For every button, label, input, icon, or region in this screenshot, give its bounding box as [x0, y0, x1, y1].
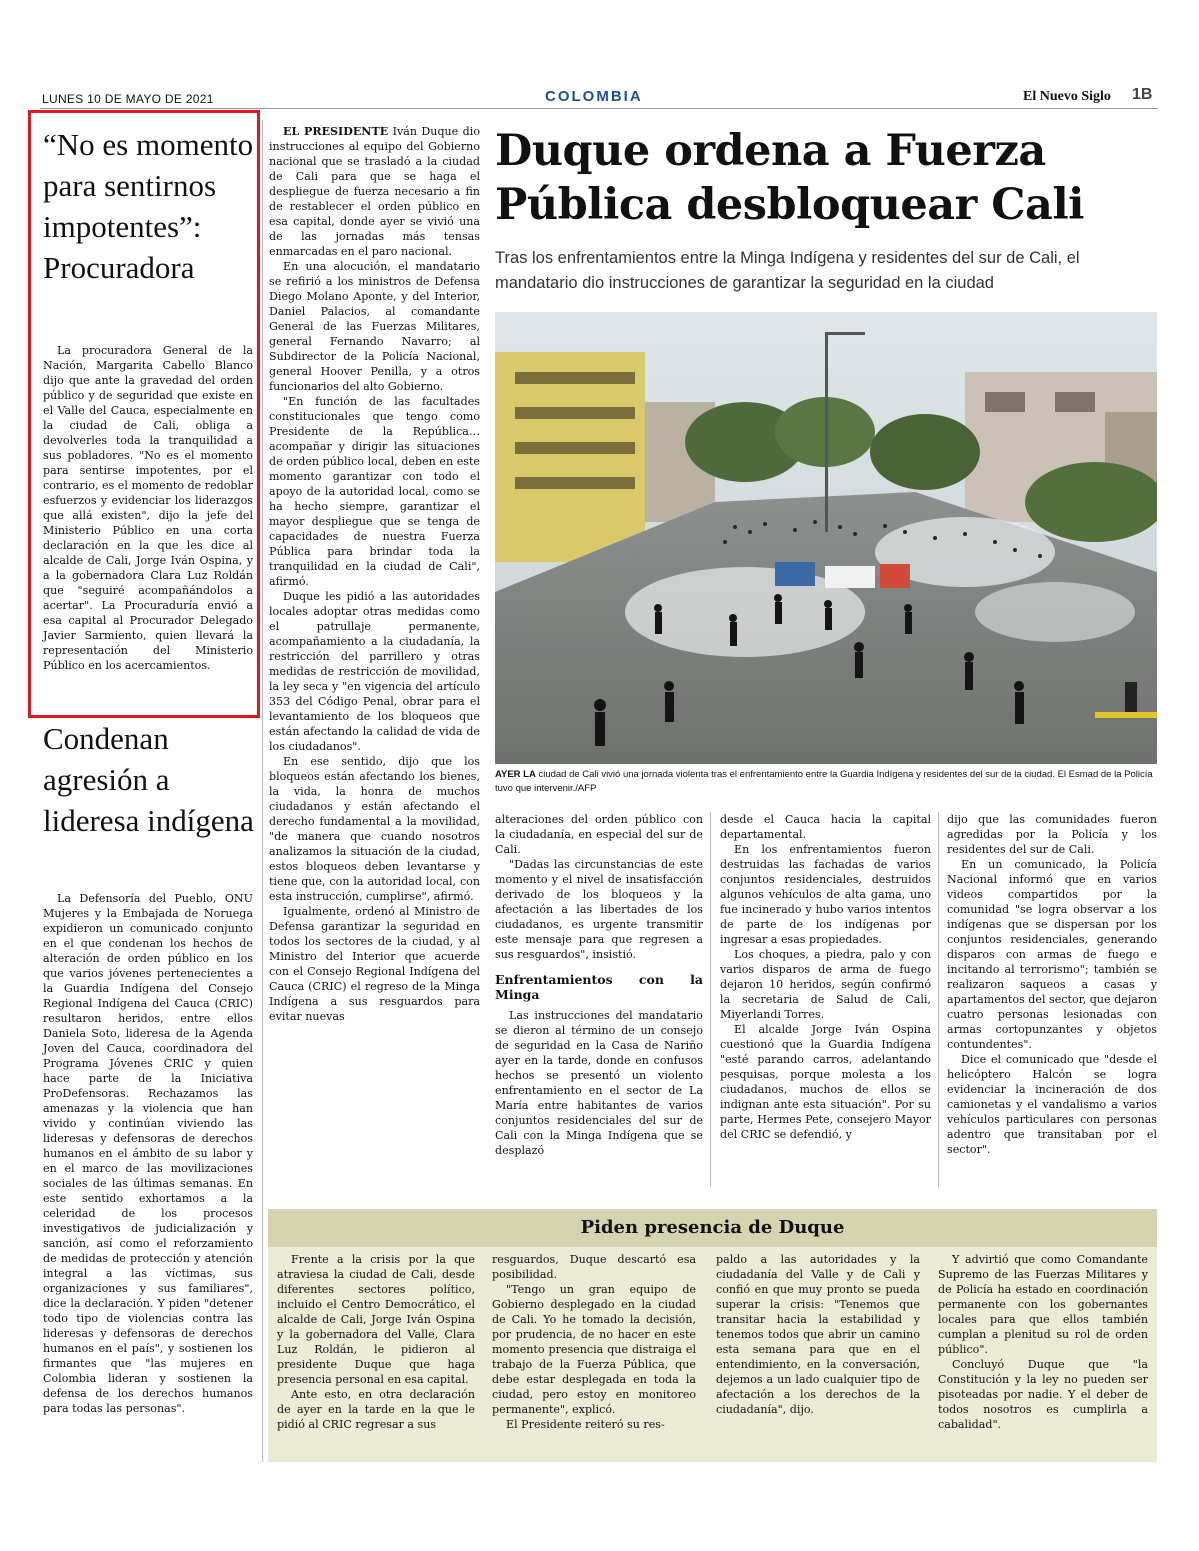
box-paragraph: Concluyó Duque que "la Constitución y la ley no pueden ser pisoteadas por nadie. Y el deber de todos nosotros es cumplirla a cabalidad". [938, 1358, 1148, 1431]
box-paragraph: El Presidente reiteró su res- [506, 1418, 665, 1431]
article-paragraph: "En función de las facultades constitucionales que tengo como Presidente de la República… acompañar y dirigir las situaciones de orden público local, deben en este momento garantizar con todo el apoyo de la autoridad local, como se ha hecho siempre, garantizar el mayor despliegue que se tenga de capacidades de nuestra Fuerza Pública para brindar toda la tranquilidad en la ciudad de Cali", afirmó. [269, 395, 480, 588]
article-paragraph: En un comunicado, la Policía Nacional informó que en varios videos compartidos por la comunidad "se logra observar a los indígenas que se dispersan por los conjuntos residenciales, generando disparos con armas de fuego e incitando al terrorismo"; también se realizaron saqueos a casas y apartamentos del sector, que dejaron cuatro personas lesionadas con armas cortopunzantes y objetos contundentes". [947, 858, 1157, 1051]
article-paragraph: Los choques, a piedra, palo y con varios disparos de arma de fuego dejaron 10 heridos, según confirmó la secretaria de Salud de Cali, Miyerlandi Torres. [720, 948, 931, 1021]
box-column-2 [492, 1252, 696, 1432]
issue-date: LUNES 10 DE MAYO DE 2021 [42, 92, 214, 106]
box-column-1 [277, 1252, 475, 1432]
box-paragraph: Y advirtió que como Comandante Supremo de las Fuerzas Militares y de Policía ha estado en coordinación permanente con los gobernantes locales para que ellos también cumplan a plenitud su rol de orden público". [938, 1253, 1148, 1356]
caption-lead-in: AYER LA [495, 769, 536, 780]
article-lead-in: EL PRESIDENTE [283, 125, 389, 138]
newspaper-name: El Nuevo Siglo [1023, 89, 1111, 104]
article-paragraph: alteraciones del orden público con la ciudadanía, en especial del sur de Cali. [495, 813, 703, 856]
article-paragraph: dijo que las comunidades fueron agredidas por la Policía y los residentes del sur de Cali. [947, 813, 1157, 856]
section-name: COLOMBIA [545, 88, 643, 105]
article-subheading: Enfrentamientos con la Minga [495, 972, 703, 1002]
main-headline: Duque ordena a Fuerza Pública desbloquear Cali [495, 126, 1084, 230]
column-rule [710, 812, 711, 1187]
caption-text: ciudad de Cali vivió una jornada violenta tras el enfrentamiento entre la Guardia Indígena y residentes del sur de la ciudad. El Esmad de la Policía tuvo que intervenir./AFP [495, 769, 1153, 794]
article-paragraph: En los enfrentamientos fueron destruidas las fachadas de varios conjuntos residenciales, destruidos algunos vehículos de alta gama, uno fue incinerado y hubo varios intentos de parte de los indígenas por ingresar a esas propiedades. [720, 843, 931, 946]
lideresa-body [43, 891, 253, 1416]
box-paragraph: paldo a las autoridades y la ciudadanía del Valle y de Cali y confió en que muy pronto se pueda superar la crisis: "Tenemos que transitar hacia la estabilidad y tenemos todos que abrir un camino esta semana para que en el entendimiento, en la conversación, dejemos a un lado cualquier tipo de afectación a los derechos de la ciudadanía", dijo. [716, 1253, 920, 1416]
box-paragraph: resguardos, Duque descartó esa posibilidad. [492, 1253, 696, 1281]
page-number: 1B [1132, 86, 1153, 103]
article-column-4 [947, 812, 1157, 1157]
main-subheadline: Tras los enfrentamientos entre la Minga Indígena y residentes del sur de Cali, el mandatario dio instrucciones de garantizar la seguridad en la ciudad [495, 249, 1080, 292]
box-column-4 [938, 1252, 1148, 1432]
header-rule [40, 108, 1158, 109]
procuradora-paragraph: La procuradora General de la Nación, Margarita Cabello Blanco dijo que ante la gravedad del orden público y de seguridad que existe en el Valle del Cauca, especialmente en la ciudad de Cali, obliga a devolverles toda la tranquilidad a sus pobladores. "No es el momento para sentirse impotentes, por el contrario, es el momento de redoblar esfuerzos y evidenciar los liderazgos que allá existen", dijo la jefe del Ministerio Público en una corta declaración en la que les dice al alcalde de Cali, Jorge Iván Ospina, y a la gobernadora Clara Luz Roldán que "seguiré acompañándolos a acertar". La Procuraduría envió a esa capital al Procurador Delegado Javier Sarmiento, quien llevará la representación del Ministerio Público en los acercamientos. [43, 344, 253, 672]
box-paragraph: "Tengo un gran equipo de Gobierno desplegado en la ciudad de Cali. Yo he tomado la decisión, por prudencia, de no hacer en este momento presencia que distraiga el trabajo de la Fuerza Pública, que debe estar desplegada en toda la ciudad, pero estoy en monitoreo permanente", explicó. [492, 1283, 696, 1416]
box-paragraph: Frente a la crisis por la que atraviesa la ciudad de Cali, desde diferentes sectores político, incluido el Centro Democrático, el alcalde de Cali, Jorge Iván Ospina y la gobernadora del Valle, Clara Luz Roldán, le pidieron al presidente Duque que haga presencia personal en esa capital. [277, 1253, 475, 1386]
box-paragraph: Ante esto, en otra declaración de ayer en la tarde en la que le pidió al CRIC regresar a sus [277, 1388, 475, 1431]
article-column-3 [720, 812, 931, 1142]
article-paragraph: Iván Duque dio instrucciones al equipo del Gobierno nacional que se trasladó a la ciudad de Cali para que se haga el despliegue de fuerza necesario a fin de restablecer el orden público en esa capital, donde ayer se vivió una de las jornadas más tensas enmarcadas en el paro nacional. [269, 125, 480, 258]
article-paragraph: Las instrucciones del mandatario se dieron al término de un consejo de seguridad en la Casa de Nariño ayer en la tarde, donde en confusos hechos se presentó un violento enfrentamiento en el sector de La María entre habitantes de varios conjuntos residenciales del sur de Cali con la Minga Indígena que se desplazó [495, 1009, 703, 1157]
lideresa-headline: Condenan agresión a lideresa indígena [43, 721, 254, 838]
article-paragraph: El alcalde Jorge Iván Ospina cuestionó que la Guardia Indígena "esté parando carros, adelantando pesquisas, porque molesta a los ciudadanos, muchos de ellos se indignan ante esta situación". Por su parte, Hermes Pete, consejero Mayor del CRIC se defendió, y [720, 1023, 931, 1141]
article-column-2 [495, 812, 703, 1158]
article-paragraph: Igualmente, ordenó al Ministro de Defensa garantizar la seguridad en todos los sectores de la ciudad, y al Ministro del Interior que acuerde con el Consejo Regional Indígena del Cauca (CRIC) el regreso de la Minga Indígena a sus resguardos para evitar nuevas [269, 905, 480, 1023]
article-paragraph: En una alocución, el mandatario se refirió a los ministros de Defensa Diego Molano Aponte, y del Interior, Daniel Palacios, al comandante General de las Fuerzas Militares, general Fernando Navarro; al Subdirector de la Policía Nacional, general Hoover Penilla, y a otros funcionarios del alto Gobierno. [269, 260, 480, 393]
lideresa-paragraph: La Defensoría del Pueblo, ONU Mujeres y la Embajada de Noruega expidieron un comunicado conjunto en el que condenan los hechos de alteración de orden público en los que varios jóvenes pertenecientes a la Guardia Indígena del Consejo Regional Indígena del Cauca (CRIC) resultaron heridos, entre ellos Daniela Soto, lideresa de la Agenda Joven del Cauca, coordinadora del Programa Jóvenes CRIC y quien hace parte de la Iniciativa ProDefensoras. Rechazamos las amenazas y la violencia que han vivido y continúan viviendo las lideresas y defensoras de derechos humanos en el ámbito de su labor y en el marco de las movilizaciones sociales de las últimas semanas. En este sentido exhortamos a la celeridad de los procesos investigativos de judicialización y sanción, así como el reforzamiento de medidas de protección y atención integral a las víctimas, sus organizaciones y sus familiares", dice la declaración. Y piden "detener todo tipo de violencias contra las lideresas y defensoras de derechos humanos en el país", y sostienen los firmantes que "las mujeres en Colombia lideran y sostienen la defensa de los derechos humanos para todas las personas". [43, 892, 253, 1415]
article-paragraph: En ese sentido, dijo que los bloqueos están afectando los bienes, la vida, la honra de muchos ciudadanos y están afectando el derecho fundamental a la movilidad, "de manera que cuando nosotros analizamos la situación de la ciudad, estos bloqueos deben levantarse y tiene que, con la autoridad local, con esta instrucción, cumplirse", afirmó. [269, 755, 480, 903]
procuradora-headline: “No es momento para sentirnos impotentes”: Procuradora [43, 127, 254, 285]
sidebar-box-title: Piden presencia de Duque [268, 1209, 1157, 1247]
article-paragraph: desde el Cauca hacia la capital departamental. [720, 813, 931, 841]
article-paragraph: Duque les pidió a las autoridades locales adoptar otras medidas como el patrullaje permanente, acompañamiento a la ciudadanía, la restricción del parrillero y otras medidas de restricción de movilidad, la ley seca y "en vigencia del artículo 353 del Código Penal, obrar para el levantamiento de los bloqueos que están afectando la calidad de vida de los ciudadanos". [269, 590, 480, 753]
box-column-3 [716, 1252, 920, 1417]
photo-caption [495, 768, 1157, 796]
column-rule [938, 812, 939, 1187]
procuradora-body [43, 343, 253, 673]
column-rule [262, 120, 263, 1462]
article-paragraph: "Dadas las circunstancias de este momento y el nivel de insatisfacción derivado de los bloqueos y la afectación a las libertades de los ciudadanos, es urgente transmitir este mensaje para que regresen a sus resguardos", insistió. [495, 858, 703, 961]
news-photo [495, 312, 1157, 764]
article-column-1 [269, 124, 480, 1024]
article-paragraph: Dice el comunicado que "desde el helicóptero Halcón se logra evidenciar la incineración de dos camionetas y el vandalismo a varios vehículos particulares con personas adentro que transitaban por el sector". [947, 1053, 1157, 1156]
